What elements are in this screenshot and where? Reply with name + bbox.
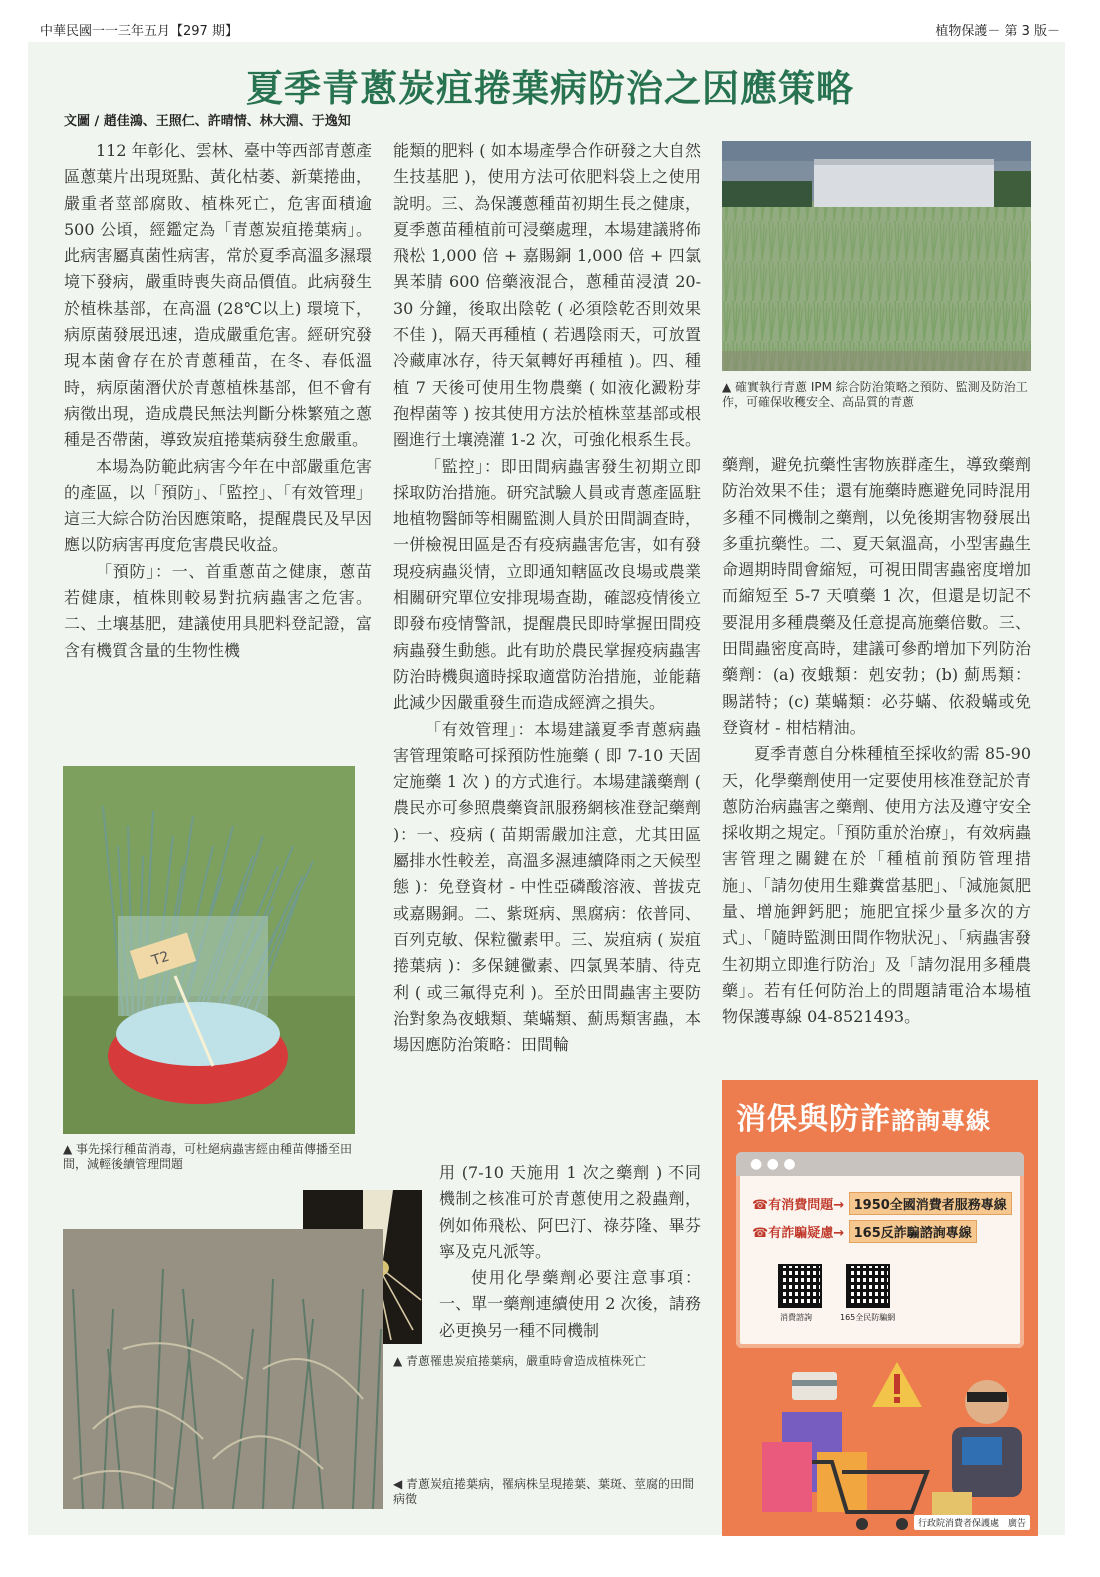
ad-consumer-line — [752, 1192, 1012, 1215]
ad-consumer-label: ☎有消費問題→ — [752, 1198, 845, 1213]
ad-browser-window — [736, 1152, 1024, 1348]
ad-fraud-line — [752, 1220, 977, 1243]
section-page: 植物保護－ 第 3 版－ — [935, 24, 1060, 39]
article-title: 夏季青蔥炭疽捲葉病防治之因應策略 — [246, 66, 854, 110]
qr-code-icon — [848, 1266, 888, 1306]
caption-seedling-bucket: ▲ 事先採行種苗消毒，可杜絕病蟲害經由種苗傳播至田間，減輕後續管理問題 — [63, 1142, 353, 1171]
photo-diseased-field — [63, 1229, 383, 1509]
ad-fraud-label: ☎有詐騙疑慮→ — [752, 1226, 845, 1241]
caption-root-closeup: ▲ 青蔥罹患炭疽捲葉病，嚴重時會造成植株死亡 — [393, 1354, 647, 1368]
ad-title-sub: 諮詢專線 — [891, 1107, 991, 1135]
qr-label-consumer: 消費諮詢 — [780, 1313, 812, 1322]
column-1 — [64, 138, 372, 664]
diseased-field-illustration — [63, 1229, 383, 1509]
article-byline: 文圖 / 趙佳鴻、王照仁、許晴情、林大淵、于逸知 — [64, 114, 351, 129]
paragraph: 「監控」：即田間病蟲害發生初期立即採取防治措施。研究試驗人員或青蔥產區駐地植物醫師等相關監測人員於田間調查時，一併檢視田區是否有疫病蟲害危害，如有發現疫病蟲災情，立即通知轄區改良場或農業相關研究單位安排現場查勘，確認疫情後立即發布疫情警訊，提醒農民即時掌握田間疫病蟲發生動態。此有助於農民掌握疫病蟲害防治時機與適時採取適當防治措施，並能藉此減少因嚴重發生而造成經濟之損失。 — [393, 456, 701, 713]
photo-onion-field — [722, 141, 1031, 371]
paragraph: 藥劑，避免抗藥性害物族群產生，導致藥劑防治效果不佳；還有施藥時應避免同時混用多種不同機制之藥劑，以免後期害物發展出多重抗藥性。二、夏天氣溫高，小型害蟲生命週期時間會縮短，可視田間害蟲密度增加而縮短至 5-7 天噴藥 1 次，但還是切記不要混用多種農藥及任意提高施藥倍數。三、田間蟲密度高時，建議可參酌增加下列防治藥劑：(a) 夜蛾類：剋安勃；(b) 薊馬類：賜諾特；(c) 葉蟎類：必芬蟎、依殺蟎或免登資材 - 柑桔精油。 — [722, 455, 1031, 737]
ad-title — [736, 1094, 991, 1138]
caption-onion-field: ▲ 確實執行青蔥 IPM 綜合防治策略之預防、監測及防治工作，可確保收穫安全、高品質的青蔥 — [722, 380, 1028, 409]
column-2-continued — [439, 1160, 701, 1344]
column-3 — [722, 452, 1031, 1031]
column-2 — [393, 138, 701, 1058]
ad-illustration — [722, 1352, 1038, 1536]
onion-field-illustration — [722, 141, 1031, 371]
qr-code-icon — [780, 1266, 820, 1306]
paragraph: 「有效管理」：本場建議夏季青蔥病蟲害管理策略可採預防性施藥 ( 即 7-10 天固定施藥 1 次 ) 的方式進行。本場建議藥劑 ( 農民亦可參照農藥資訊服務網核准登記藥劑 )：一、疫病 ( 苗期需嚴加注意，尤其田區屬排水性較差，高溫多濕連續降雨之天候型態 )：免登資材 - 中性亞磷酸溶液、普拔克或嘉賜銅。二、紫斑病、黑腐病：依普同、百列克敏、保粒黴素甲。三、炭疽病 ( 炭疽捲葉病 )：多保鏈黴素、四氯異苯腈、待克利 ( 或三氟得克利 )。至於田間蟲害主要防治對象為夜蛾類、葉蟎類、薊馬類害蟲，本場因應防治策略：田間輪 — [393, 719, 701, 1055]
plant-tag-text: T2 — [149, 948, 172, 970]
window-dots-icon: ● ● ● — [750, 1156, 796, 1172]
qr-label-165: 165全民防騙網 — [840, 1313, 896, 1322]
paragraph: 112 年彰化、雲林、臺中等西部青蔥產區蔥葉片出現斑點、黃化枯萎、新葉捲曲，嚴重者莖部腐敗、植株死亡，危害面積逾 500 公頃，經鑑定為「青蔥炭疽捲葉病」。此病害屬真菌性病害，常於夏季高溫多濕環境下發病，嚴重時喪失商品價值。此病發生於植株基部，在高溫 (28℃以上) 環境下，病原菌發展迅速，造成嚴重危害。經研究發現本菌會存在於青蔥種苗，在冬、春低溫時，病原菌潛伏於青蔥植株基部，但不會有病徵出現，造成農民無法判斷分株繁殖之蔥種是否帶菌，導致炭疽捲葉病發生愈嚴重。 — [64, 141, 372, 450]
photo-seedling-bucket — [63, 766, 355, 1134]
caption-diseased-field: ◀ 青蔥炭疽捲葉病，罹病株呈現捲葉、葉斑、莖腐的田間病徵 — [393, 1477, 695, 1506]
ad-sponsor: 行政院消費者保護處 廣告 — [914, 1515, 1030, 1530]
ad-fraud-hotline: 165反詐騙諮詢專線 — [849, 1220, 977, 1243]
anti-fraud-advertisement — [722, 1080, 1038, 1536]
issue-date: 中華民國一一三年五月【297 期】 — [40, 24, 238, 39]
paragraph: 本場為防範此病害今年在中部嚴重危害的產區，以「預防」、「監控」、「有效管理」這三大綜合防治因應策略，提醒農民及早因應以防病害再度危害農民收益。 — [64, 456, 372, 555]
paragraph: 能類的肥料 ( 如本場產學合作研發之大自然生技基肥 )，使用方法可依肥料袋上之使用說明。三、為保護蔥種苗初期生長之健康，夏季蔥苗種植前可浸藥處理，本場建議將佈飛松 1,000 倍 + 嘉賜銅 1,000 倍 + 四氯異苯腈 600 倍藥液混合，蔥種苗浸漬 20-30 分鐘，後取出陰乾 ( 必須陰乾否則效果不佳 )，隔天再種植 ( 若遇陰雨天，可放置冷藏庫冰存，待天氣轉好再種植 )。四、種植 7 天後可使用生物農藥 ( 如液化澱粉芽孢桿菌等 ) 按其使用方法於植株莖基部或根圈進行土壤澆灌 1-2 次，可強化根系生長。 — [393, 141, 701, 450]
paragraph: 「預防」：一、首重蔥苗之健康，蔥苗若健康，植株則較易對抗病蟲害之危害。二、土壤基肥，建議使用具肥料登記證，富含有機質含量的生物性機 — [64, 561, 372, 660]
paragraph: 夏季青蔥自分株種植至採收約需 85-90 天，化學藥劑使用一定要使用核准登記於青蔥防治病蟲害之藥劑、使用方法及遵守安全採收期之規定。「預防重於治療」，有效病蟲害管理之關鍵在於「種植前預防管理措施」、「請勿使用生雞糞當基肥」、「減施氮肥量、增施鉀鈣肥；施肥宜採少量多次的方式」、「隨時監測田間作物狀況」、「病蟲害發生初期立即進行防治」及「請勿混用多種農藥」。若有任何防治上的問題請電洽本場植物保護專線 04-8521493。 — [722, 744, 1031, 1027]
paragraph: 使用化學藥劑必要注意事項：一、單一藥劑連續使用 2 次後，請務必更換另一種不同機制 — [439, 1268, 701, 1340]
ad-title-main: 消保與防詐 — [736, 1102, 891, 1137]
ad-consumer-hotline: 1950全國消費者服務專線 — [849, 1192, 1012, 1215]
seedling-bucket-illustration — [63, 766, 355, 1134]
paragraph: 用 (7-10 天施用 1 次之藥劑 ) 不同機制之核准可於青蔥使用之殺蟲劑，例如佈飛松、阿巴汀、祿芬隆、畢芬寧及克凡派等。 — [439, 1163, 701, 1261]
